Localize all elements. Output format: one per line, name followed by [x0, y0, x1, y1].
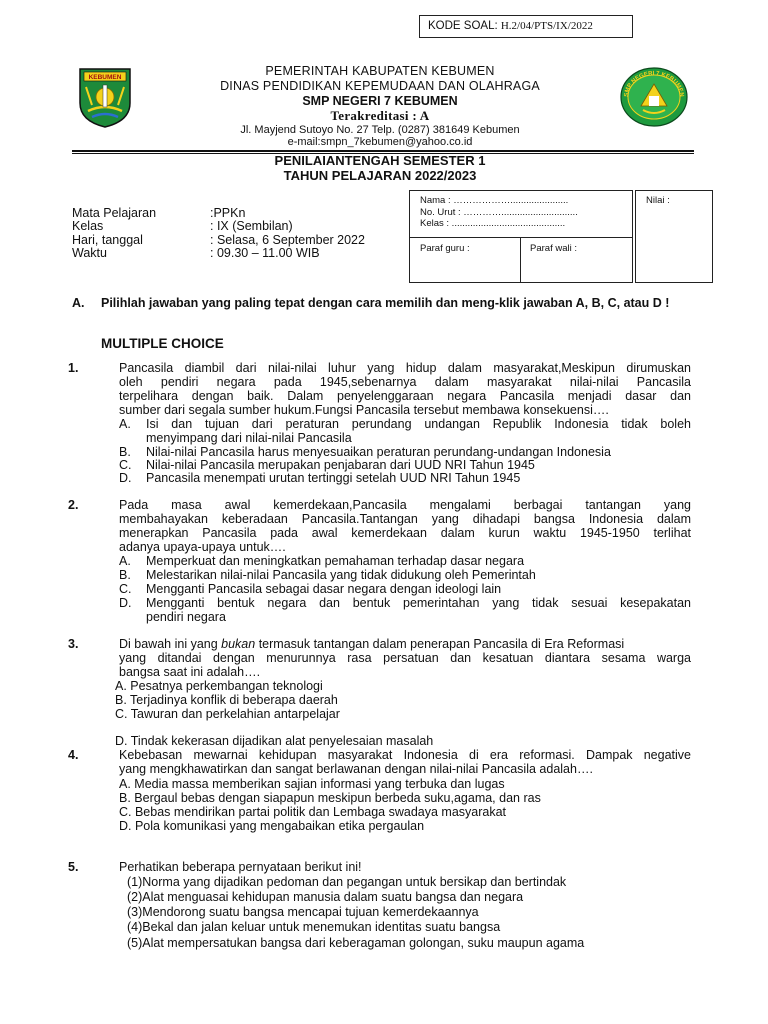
logo-left-text: KEBUMEN — [88, 74, 122, 81]
kode-soal-box — [419, 15, 633, 38]
question-number: 1. — [68, 361, 79, 375]
parent-signature-label: Paraf wali : — [530, 243, 577, 254]
option-letter[interactable]: B. — [119, 445, 131, 459]
student-class-field[interactable]: Kelas : ........................................... — [420, 218, 566, 229]
info-label: Mata Pelajaran — [72, 206, 157, 220]
info-label: Hari, tanggal — [72, 233, 143, 247]
question-text: Pancasila diambil dari nilai-nilai luhur yang hidup dalam masyarakat,Meskipun dirumuskan — [119, 361, 691, 375]
question-text: adanya upaya-upaya untuk…. — [119, 540, 286, 554]
option-a-text[interactable]: Isi dan tujuan dari peraturan perundang undangan Republik Indonesia tidak boleh — [146, 417, 691, 431]
statement-item: (2)Alat menguasai kehidupan manusia dalam suatu bangsa dan negara — [127, 890, 524, 904]
question-text — [119, 637, 691, 651]
student-identity-box — [409, 190, 633, 238]
score-box — [635, 190, 713, 283]
info-label: Kelas — [72, 219, 104, 233]
question-text: Perhatikan beberapa pernyataan berikut ini! — [119, 860, 362, 874]
exam-year: TAHUN PELAJARAN 2022/2023 — [283, 168, 477, 183]
info-value: :PPKn — [210, 206, 246, 220]
option-letter[interactable]: C. — [119, 458, 132, 472]
header-government: PEMERINTAH KABUPATEN KEBUMEN — [265, 64, 495, 78]
option-d-text[interactable]: pendiri negara — [146, 610, 226, 624]
option-b[interactable]: B. Terjadinya konflik di beberapa daerah — [115, 693, 338, 707]
header-divider — [72, 150, 694, 152]
question-number: 3. — [68, 637, 79, 651]
info-label: Waktu — [72, 246, 107, 260]
logo-right-text: SMP NEGERI 7 KEBUMEN — [623, 70, 685, 98]
instruction-text: Pilihlah jawaban yang paling tepat dengan cara memilih dan meng-klik jawaban A, B, C, atau D ! — [101, 296, 670, 310]
info-value: : Selasa, 6 September 2022 — [210, 233, 365, 247]
question-text: Kebebasan mewarnai kehidupan masyarakat Indonesia di era reformasi. Dampak negative — [119, 748, 691, 762]
option-d-text[interactable]: Mengganti bentuk negara dan bentuk pemerintahan yang tidak sesuai kesepakatan — [146, 596, 691, 610]
question-number: 5. — [68, 860, 79, 874]
header-school-name: SMP NEGERI 7 KEBUMEN — [302, 94, 458, 108]
school-logo — [619, 66, 689, 128]
statement-item: (5)Alat mempersatukan bangsa dari keberagaman golongan, suku maupun agama — [127, 936, 585, 950]
signature-divider — [520, 238, 521, 282]
header-address: Jl. Mayjend Sutoyo No. 27 Telp. (0287) 381649 Kebumen — [240, 124, 520, 136]
question-text-part: termasuk tantangan dalam penerapan Pancasila di Era Reformasi — [255, 637, 625, 651]
question-text: terpelihara dengan baik. Dalam penyelenggaraan negara Pancasila menjadi dasar dan — [119, 389, 691, 403]
signature-box — [409, 237, 633, 283]
option-d-text[interactable]: Pancasila menempati urutan tertinggi setelah UUD NRI Tahun 1945 — [146, 471, 521, 485]
exam-title: PENILAIANTENGAH SEMESTER 1 — [274, 153, 486, 168]
option-c[interactable]: C. Bebas mendirikan partai politik dan Lembaga swadaya masyarakat — [119, 805, 507, 819]
kode-soal-label: KODE SOAL: — [428, 20, 501, 32]
option-b-text[interactable]: Nilai-nilai Pancasila harus menyesuaikan peraturan perundang-undangan Indonesia — [146, 445, 611, 459]
info-value: : IX (Sembilan) — [210, 219, 293, 233]
header-department: DINAS PENDIDIKAN KEPEMUDAAN DAN OLAHRAGA — [220, 79, 540, 93]
section-title: MULTIPLE CHOICE — [101, 336, 224, 351]
option-c[interactable]: C. Tawuran dan perkelahian antarpelajar — [115, 707, 340, 721]
question-text: yang mengkhawatirkan dan sangat berlawanan dengan nilai-nilai Pancasila adalah…. — [119, 762, 593, 776]
instruction — [72, 296, 762, 328]
statement-item: (1)Norma yang dijadikan pedoman dan pegangan untuk bersikap dan bertindak — [127, 875, 567, 889]
option-letter[interactable]: A. — [119, 554, 131, 568]
question-text: sumber dari segala sumber hukum.Fungsi Pancasila tersebut membawa konsekuensi…. — [119, 403, 609, 417]
option-d[interactable]: D. Pola komunikasi yang mengabaikan etika pergaulan — [119, 819, 425, 833]
question-text: membahayakan keberadaan Pancasila.Tantangan yang dihadapi bangsa Indonesia dalam — [119, 512, 691, 526]
header-accreditation: Terakreditasi : A — [330, 108, 430, 123]
option-c-text[interactable]: Mengganti Pancasila sebagai dasar negara dengan ideologi lain — [146, 582, 502, 596]
question-text-part: Di bawah ini yang — [119, 637, 222, 651]
question-text: yang ditandai dengan menurunnya rasa persatuan dan kesatuan diantara sesama warga — [119, 651, 691, 665]
option-letter[interactable]: D. — [119, 471, 132, 485]
kebumen-regency-logo — [78, 67, 132, 129]
student-number-field[interactable]: No. Urut : …………............................. — [420, 207, 578, 218]
teacher-signature-label: Paraf guru : — [420, 243, 470, 254]
question-text: bangsa saat ini adalah…. — [119, 665, 261, 679]
option-b-text[interactable]: Melestarikan nilai-nilai Pancasila yang tidak didukung oleh Pemerintah — [146, 568, 536, 582]
kode-soal-value: H.2/04/PTS/IX/2022 — [500, 20, 593, 32]
student-name-field[interactable]: Nama : ………………...................... — [420, 195, 569, 206]
statement-item: (4)Bekal dan jalan keluar untuk menemukan identitas suatu bangsa — [127, 920, 501, 934]
option-a-text[interactable]: menyimpang dari nilai-nilai Pancasila — [146, 431, 352, 445]
score-label: Nilai : — [646, 195, 670, 206]
instruction-number: A. — [72, 296, 85, 310]
option-a-text[interactable]: Memperkuat dan meningkatkan pemahaman terhadap dasar negara — [146, 554, 525, 568]
option-d[interactable]: D. Tindak kekerasan dijadikan alat penyelesaian masalah — [115, 734, 434, 748]
question-text: Pada masa awal kemerdekaan,Pancasila mengalami berbagai tantangan yang — [119, 498, 691, 512]
option-letter[interactable]: B. — [119, 568, 131, 582]
question-emphasis: bukan — [221, 637, 256, 651]
option-letter[interactable]: C. — [119, 582, 132, 596]
question-number: 4. — [68, 748, 79, 762]
question-text: menerapkan Pancasila pada awal kemerdekaan dalam kurun waktu 1945-1950 terlihat — [119, 526, 691, 540]
option-a[interactable]: A. Media massa memberikan sajian informasi yang terbuka dan lugas — [119, 777, 505, 791]
question-text: oleh pendiri negara pada 1945,sebenarnya dalam masyarakat nilai-nilai Pancasila — [119, 375, 691, 389]
info-value: : 09.30 – 11.00 WIB — [210, 246, 320, 260]
option-letter[interactable]: A. — [119, 417, 131, 431]
option-a[interactable]: A. Pesatnya perkembangan teknologi — [115, 679, 323, 693]
option-b[interactable]: B. Bergaul bebas dengan siapapun meskipun berbeda suku,agama, dan ras — [119, 791, 541, 805]
option-letter[interactable]: D. — [119, 596, 132, 610]
question-number: 2. — [68, 498, 79, 512]
header-email: e-mail:smpn_7kebumen@yahoo.co.id — [287, 136, 473, 148]
statement-item: (3)Mendorong suatu bangsa mencapai tujuan kemerdekaannya — [127, 905, 479, 919]
option-c-text[interactable]: Nilai-nilai Pancasila merupakan penjabaran dari UUD NRI Tahun 1945 — [146, 458, 535, 472]
